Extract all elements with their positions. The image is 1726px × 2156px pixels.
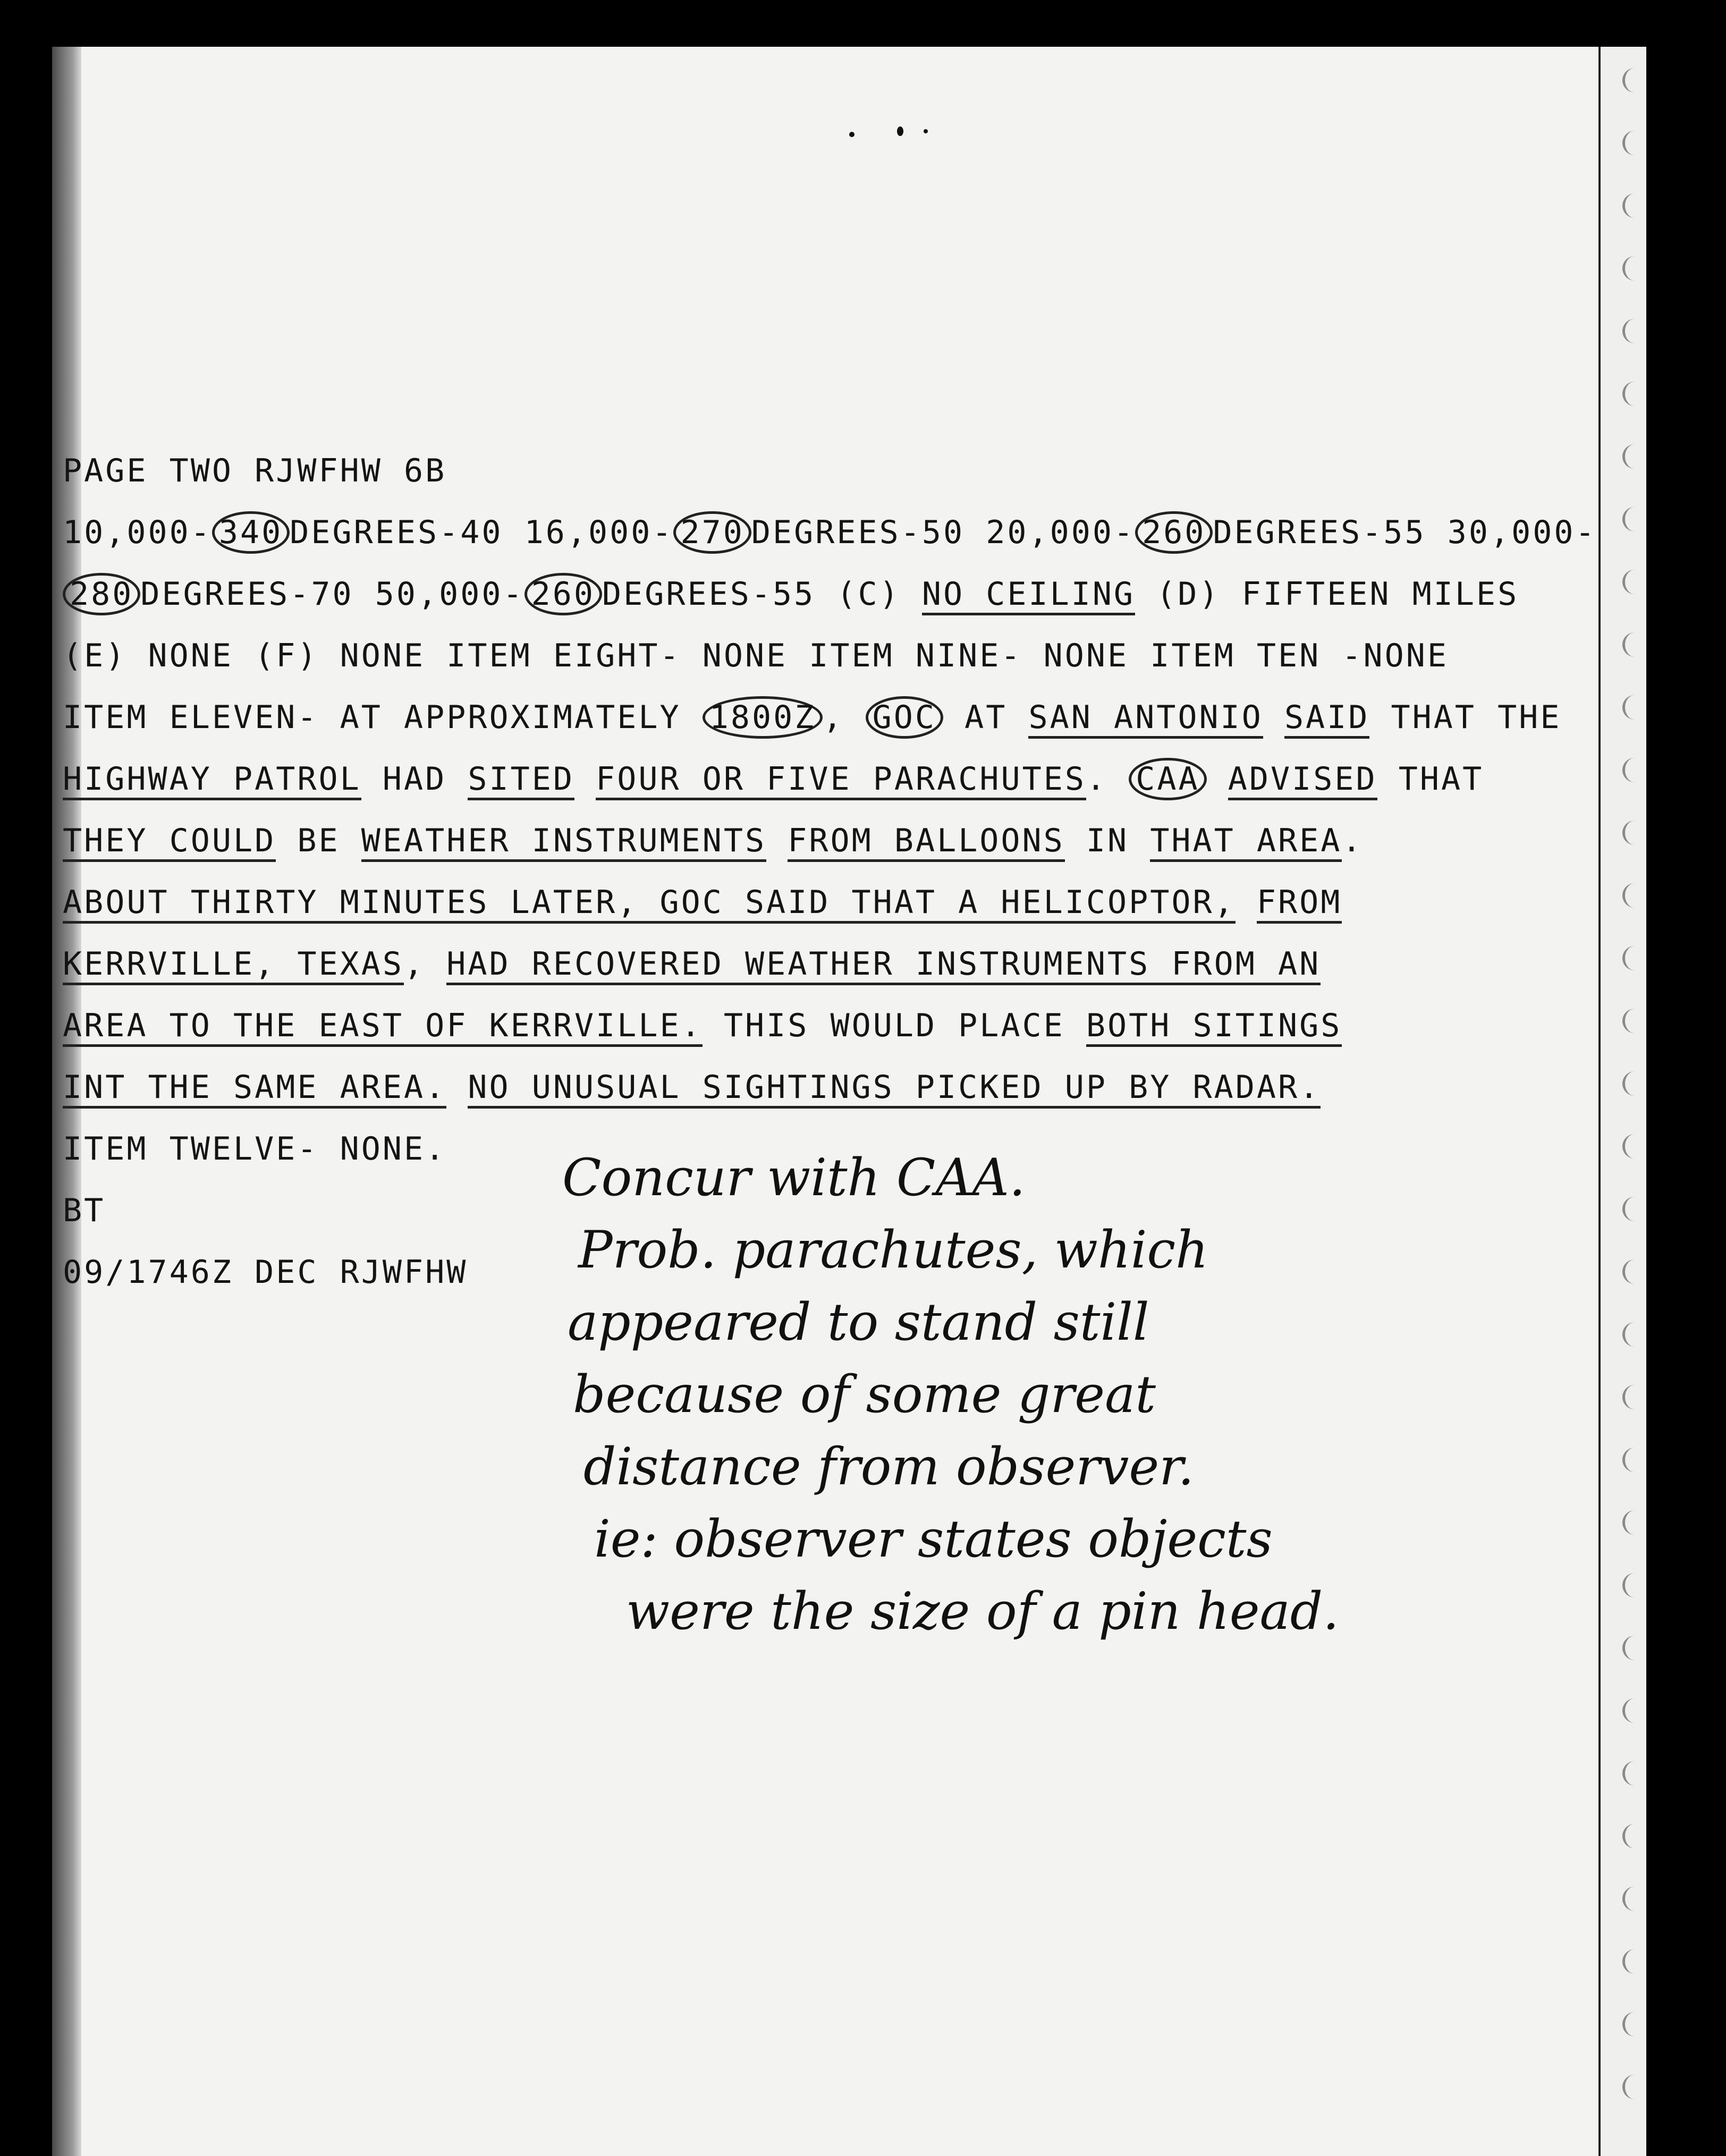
underlined-text: ADVISED — [1228, 760, 1377, 800]
text-segment: . — [1086, 760, 1129, 798]
underlined-text: FROM BALLOONS — [788, 822, 1065, 862]
text-segment: DEGREES-55 30,000- — [1213, 514, 1597, 551]
message-line — [63, 625, 1583, 687]
message-line — [63, 748, 1583, 810]
underlined-text: FROM — [1257, 884, 1342, 924]
handwritten-line: Concur with CAA. — [562, 1148, 1026, 1207]
message-line — [63, 563, 1583, 625]
circled-text: 340 — [212, 511, 290, 554]
underlined-text: SITED — [468, 760, 574, 800]
underlined-text: INT THE SAME AREA. — [63, 1069, 446, 1109]
message-line — [63, 1056, 1583, 1118]
text-segment: ITEM TWELVE- NONE. — [63, 1130, 447, 1168]
text-segment: AT — [943, 699, 1029, 736]
handwritten-line: Prob. parachutes, which — [578, 1220, 1208, 1280]
underlined-text: SAN ANTONIO — [1028, 699, 1263, 739]
underlined-text: BOTH SITINGS — [1086, 1007, 1342, 1047]
message-line — [63, 810, 1583, 872]
text-segment — [574, 760, 596, 798]
message-line — [63, 995, 1583, 1056]
text-segment: (E) NONE (F) NONE ITEM EIGHT- NONE ITEM NINE- NONE ITEM TEN -NONE — [63, 637, 1449, 674]
underlined-text: AREA TO THE EAST OF KERRVILLE. — [63, 1007, 703, 1047]
handwritten-line: appeared to stand still — [568, 1292, 1149, 1352]
circled-text: 260 — [524, 573, 602, 615]
underlined-text: HIGHWAY PATROL — [63, 760, 361, 800]
underlined-text: ABOUT THIRTY MINUTES LATER, GOC SAID THAT A HELICOPTOR, — [63, 884, 1236, 924]
text-segment: 10,000- — [63, 514, 212, 551]
circled-text: GOC — [866, 696, 943, 739]
circled-text: CAA — [1129, 758, 1206, 800]
text-segment: DEGREES-40 16,000- — [290, 514, 674, 551]
text-segment: THAT THE — [1369, 699, 1562, 736]
text-segment — [1207, 760, 1228, 798]
text-segment: BE — [276, 822, 361, 859]
text-segment: . — [1342, 822, 1364, 859]
text-segment: THIS WOULD PLACE — [702, 1007, 1086, 1044]
text-segment: IN — [1064, 822, 1150, 859]
text-segment: , — [403, 945, 447, 983]
text-segment — [766, 822, 788, 859]
text-segment — [446, 1069, 468, 1106]
text-segment: HAD — [361, 760, 468, 798]
text-segment: 09/1746Z DEC RJWFHW — [63, 1254, 468, 1291]
text-segment: THAT — [1377, 760, 1484, 798]
handwritten-annotation — [562, 1142, 1551, 1647]
underlined-text: THEY COULD — [63, 822, 276, 862]
text-segment: ITEM ELEVEN- AT APPROXIMATELY — [63, 699, 703, 736]
text-segment: BT — [63, 1192, 106, 1229]
text-segment: DEGREES-70 50,000- — [140, 576, 524, 613]
text-segment: DEGREES-50 20,000- — [751, 514, 1136, 551]
underlined-text: NO CEILING — [922, 576, 1135, 615]
circled-text: 280 — [63, 573, 140, 615]
underlined-text: FOUR OR FIVE PARACHUTES — [596, 760, 1086, 800]
message-line — [63, 502, 1597, 563]
circled-text: 270 — [673, 511, 751, 554]
underlined-text: SAID — [1284, 699, 1370, 739]
underlined-text: HAD RECOVERED WEATHER INSTRUMENTS FROM AN — [446, 945, 1321, 985]
handwritten-line: because of some great — [573, 1365, 1156, 1424]
underlined-text: WEATHER INSTRUMENTS — [361, 822, 766, 862]
message-line — [63, 933, 1583, 995]
circled-text: 1800Z — [703, 696, 823, 739]
message-line — [63, 687, 1583, 748]
scan-speck — [849, 132, 854, 137]
message-line — [63, 872, 1583, 933]
text-segment: (D) FIFTEEN MILES — [1135, 576, 1519, 613]
handwritten-line: distance from observer. — [583, 1437, 1195, 1496]
underlined-text: KERRVILLE, TEXAS — [63, 945, 404, 985]
message-header: PAGE TWO RJWFHW 6B — [63, 452, 447, 489]
handwritten-line: ie: observer states objects — [594, 1509, 1273, 1569]
underlined-text: NO UNUSUAL SIGHTINGS PICKED UP BY RADAR. — [468, 1069, 1321, 1109]
underlined-text: THAT AREA — [1150, 822, 1342, 862]
text-segment: , — [823, 699, 866, 736]
handwritten-line: were the size of a pin head. — [626, 1582, 1339, 1641]
text-segment: DEGREES-55 (C) — [602, 576, 922, 613]
document-page — [52, 47, 1646, 2156]
text-segment — [1263, 699, 1284, 736]
scan-speck — [897, 126, 903, 136]
scan-speck — [924, 129, 928, 133]
circled-text: 260 — [1135, 511, 1213, 554]
text-segment — [1236, 884, 1257, 921]
